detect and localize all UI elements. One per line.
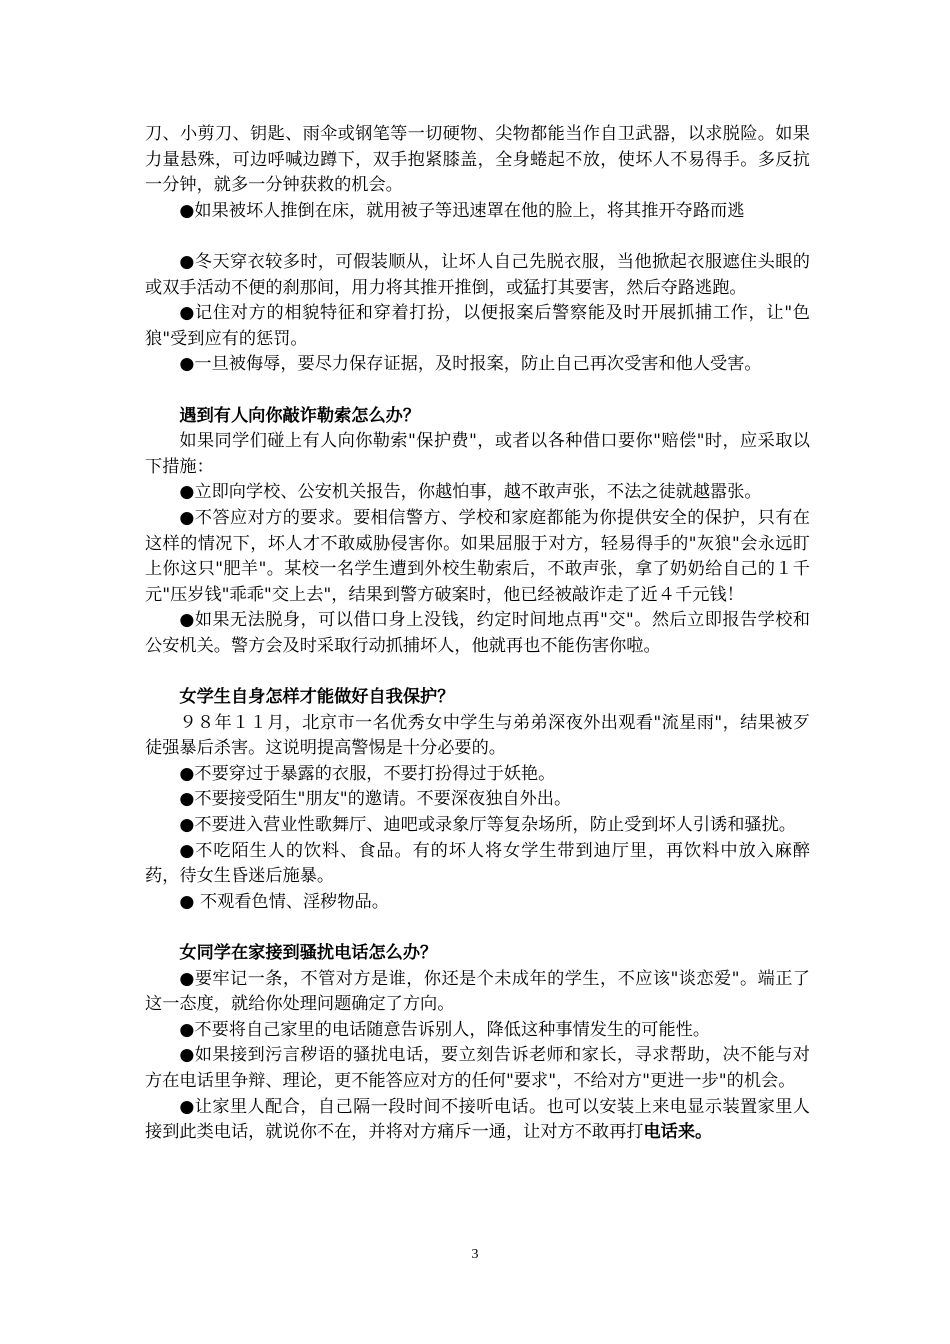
paragraph-text: ●让家里人配合，自己隔一段时间不接听电话。也可以安装上来电显示装置家里人接到此类电话，就说你不在，并将对方痛斥一通，让对方不敢再打	[145, 1096, 810, 1143]
spacer	[145, 915, 810, 941]
bullet-paragraph: ●一旦被侮辱，要尽力保存证据，及时报案，防止自己再次受害和他人受害。	[179, 354, 762, 375]
spacer	[145, 659, 810, 685]
section-heading-extortion: 遇到有人向你敲诈勒索怎么办？	[179, 405, 421, 426]
bullet-paragraph: ●如果被坏人推倒在床，就用被子等迅速罩在他的脸上，将其推开夺路而逃	[179, 200, 745, 221]
bullet-paragraph: ●不要将自己家里的电话随意告诉别人，降低这种事情发生的可能性。	[179, 1019, 711, 1040]
bullet-paragraph: ●要牢记一条，不管对方是谁，你还是个未成年的学生，不应该"谈恋爱"。端正了这一态度，就给你处理问题确定了方向。	[145, 968, 810, 1015]
bullet-paragraph: ●不答应对方的要求。要相信警方、学校和家庭都能为你提供安全的保护，只有在这样的情况下，坏人才不敢威胁侵害你。如果屈服于对方，轻易得手的"灰狼"会永远盯上你这只"肥羊"。某校一名学生遭到外校生勒索后，不敢声张，拿了奶奶给自己的１千元"压岁钱"乖乖"交上去"，结果到警方破案时，他已经被敲诈走了近４千元钱！	[145, 507, 810, 605]
bullet-paragraph	[145, 1095, 810, 1146]
section-heading-self-protection: 女学生自身怎样才能做好自我保护？	[179, 687, 455, 708]
paragraph: ９８年１１月，北京市一名优秀女中学生与弟弟深夜外出观看"流星雨"，结果被歹徒强暴后杀害。这说明提高警惕是十分必要的。	[145, 712, 810, 759]
document-page	[145, 122, 810, 1146]
bullet-paragraph: ●冬天穿衣较多时，可假装顺从，让坏人自己先脱衣服，当他掀起衣服遮住头眼的或双手活动不便的刹那间，用力将其推开推倒，或猛打其要害，然后夺路逃跑。	[145, 251, 810, 298]
paragraph: 刀、小剪刀、钥匙、雨伞或钢笔等一切硬物、尖物都能当作自卫武器，以求脱险。如果力量悬殊，可边呼喊边蹲下，双手抱紧膝盖，全身蜷起不放，使坏人不易得手。多反抗一分钟，就多一分钟获救的机会。	[145, 124, 810, 196]
bullet-paragraph: ●不要穿过于暴露的衣服，不要打扮得过于妖艳。	[179, 763, 556, 784]
bullet-paragraph: ●如果无法脱身，可以借口身上没钱，约定时间地点再"交"。然后立即报告学校和公安机关。警方会及时采取行动抓捕坏人，他就再也不能伤害你啦。	[145, 610, 810, 656]
bullet-paragraph: ●不要接受陌生"朋友"的邀请。不要深夜独自外出。	[179, 789, 572, 810]
spacer	[145, 378, 810, 404]
section-heading-harassing-calls: 女同学在家接到骚扰电话怎么办？	[179, 943, 438, 963]
bullet-paragraph: ●不吃陌生人的饮料、食品。有的坏人将女学生带到迪厅里，再饮料中放入麻醉药，待女生昏迷后施暴。	[145, 840, 810, 887]
bold-text: 电话来。	[643, 1122, 713, 1143]
paragraph: 如果同学们碰上有人向你勒索"保护费"，或者以各种借口要你"赔偿"时，应采取以下措施：	[145, 431, 810, 477]
bullet-paragraph: ●记住对方的相貌特征和穿着打扮，以便报案后警察能及时开展抓捕工作，让"色狼"受到应有的惩罚。	[145, 303, 810, 349]
bullet-paragraph: ●如果接到污言秽语的骚扰电话，要立刻告诉老师和家长，寻求帮助，决不能与对方在电话里争辩、理论，更不能答应对方的任何"要求"，不给对方"更进一步"的机会。	[145, 1045, 810, 1091]
bullet-paragraph: ●立即向学校、公安机关报告，你越怕事，越不敢声张，不法之徒就越嚣张。	[179, 482, 762, 503]
page-number: 3	[471, 1247, 479, 1262]
spacer	[145, 224, 810, 250]
bullet-paragraph: ●不要进入营业性歌舞厅、迪吧或录象厅等复杂场所，防止受到坏人引诱和骚扰。	[179, 815, 796, 836]
bullet-paragraph: ● 不观看色情、淫秽物品。	[179, 891, 389, 912]
